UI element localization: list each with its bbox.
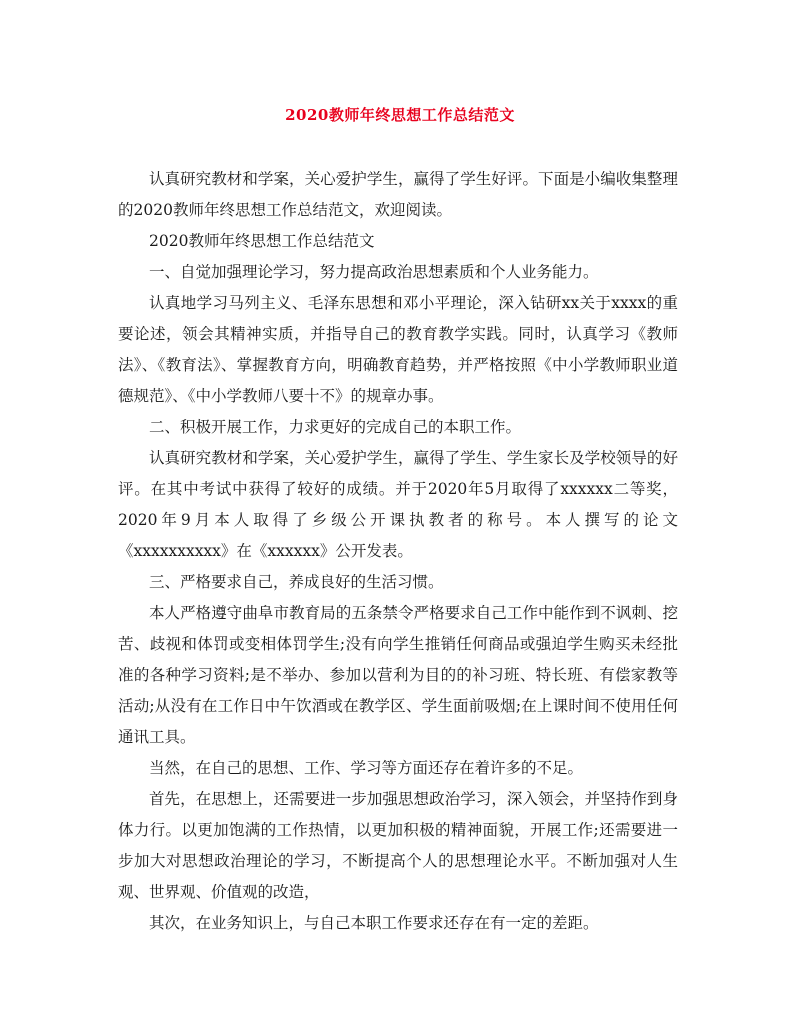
section-heading-3: 三、严格要求自己，养成良好的生活习惯。 bbox=[149, 573, 444, 591]
section-heading-2: 二、积极开展工作，力求更好的完成自己的本职工作。 bbox=[149, 418, 522, 436]
document-title: 2020教师年终思想工作总结范文 bbox=[285, 106, 515, 124]
paragraph-subtitle: 2020教师年终思想工作总结范文 bbox=[149, 232, 375, 250]
paragraph-second: 其次，在业务知识上，与自己本职工作要求还存在有一定的差距。 bbox=[149, 914, 599, 932]
paragraph-intro: 认真研究教材和学案，关心爱护学生，赢得了学生好评。下面是小编收集整理的2020教师年终思想工作总结范文，欢迎阅读。 bbox=[118, 170, 678, 219]
document-body bbox=[118, 164, 678, 939]
section-heading-1: 一、自觉加强理论学习，努力提高政治思想素质和个人业务能力。 bbox=[149, 263, 599, 281]
paragraph-shortcomings: 当然，在自己的思想、工作、学习等方面还存在着许多的不足。 bbox=[149, 759, 584, 777]
paragraph-section-2: 认真研究教材和学案，关心爱护学生，赢得了学生、学生家长及学校领导的好评。在其中考试中获得了较好的成绩。并于2020年5月取得了xxxxxx二等奖，2020年9月本人取得了乡级公开课执教者的称号。本人撰写的论文《xxxxxxxxxx》在《xxxxxx》公开发表。 bbox=[118, 449, 678, 560]
paragraph-section-1: 认真地学习马列主义、毛泽东思想和邓小平理论，深入钻研xx关于xxxx的重要论述，领会其精神实质，并指导自己的教育教学实践。同时，认真学习《教师法》、《教育法》、掌握教育方向，明确教育趋势，并严格按照《中小学教师职业道德规范》、《中小学教师八要十不》的规章办事。 bbox=[118, 294, 678, 405]
paragraph-section-3: 本人严格遵守曲阜市教育局的五条禁令严格要求自己工作中能作到不讽刺、挖苦、歧视和体罚或变相体罚学生;没有向学生推销任何商品或强迫学生购买未经批准的各种学习资料;是不举办、参加以营利为目的的补习班、特长班、有偿家教等活动;从没有在工作日中午饮酒或在教学区、学生面前吸烟;在上课时间不使用任何通讯工具。 bbox=[118, 604, 678, 746]
paragraph-first: 首先，在思想上，还需要进一步加强思想政治学习，深入领会，并坚持作到身体力行。以更加饱满的工作热情，以更加积极的精神面貌，开展工作;还需要进一步加大对思想政治理论的学习，不断提高个人的思想理论水平。不断加强对人生观、世界观、价值观的改造， bbox=[118, 790, 678, 901]
